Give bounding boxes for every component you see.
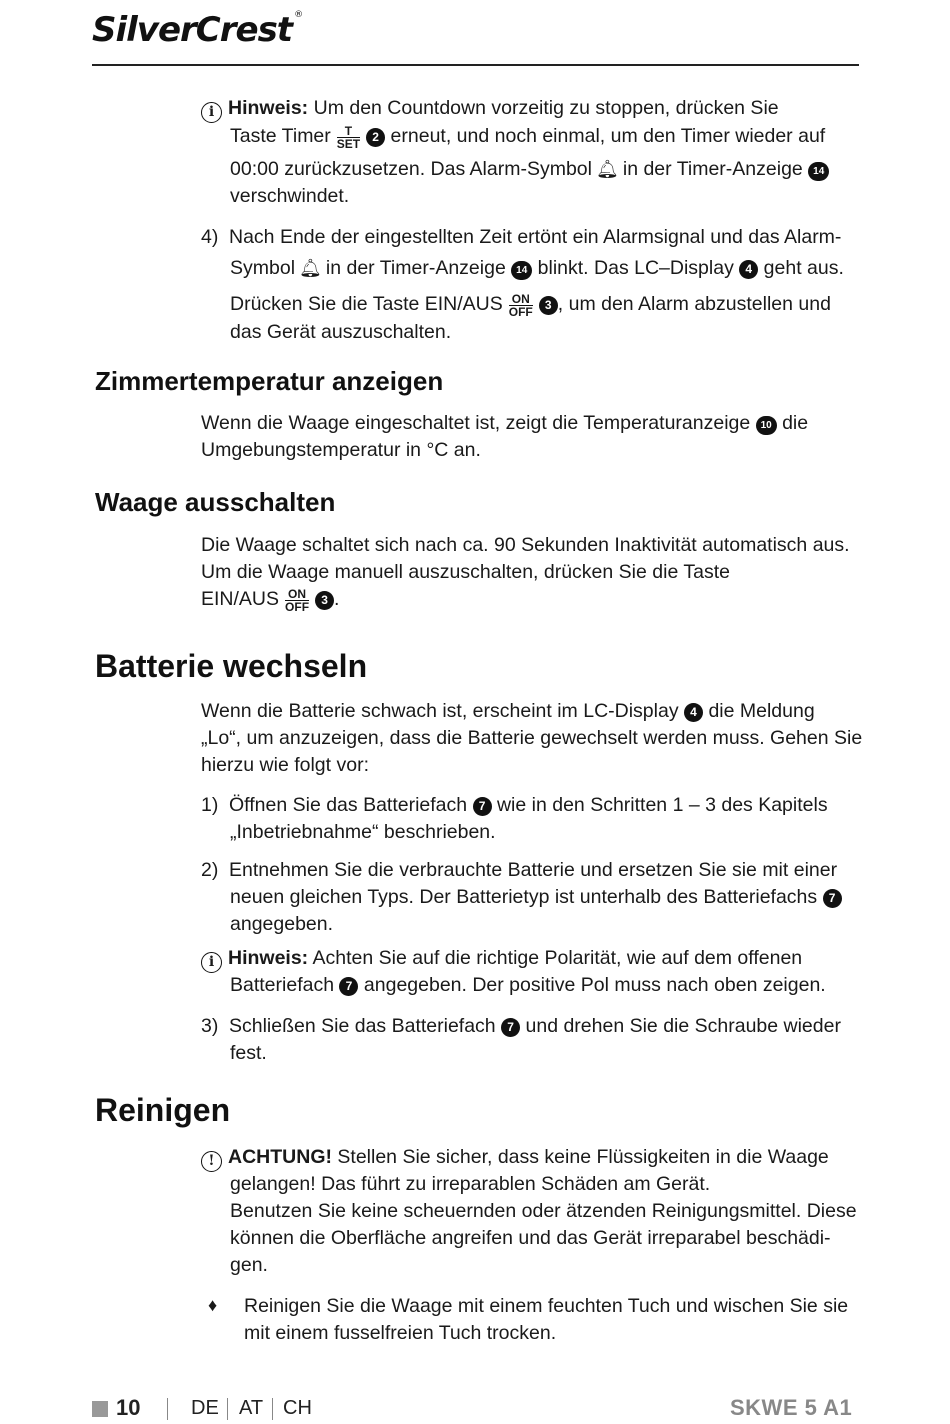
- step-line: Symbol 🔔︎ in der Timer-Anzeige 14 blinkt. Das LC–Display 4 geht aus.: [230, 255, 844, 282]
- warning-achtung: ! ACHTUNG! Stellen Sie sicher, dass keine Flüssigkeiten in die Waage: [201, 1144, 829, 1172]
- step-line: neuen gleichen Typs. Der Batterietyp ist unterhalb des Batteriefachs 7: [230, 884, 842, 911]
- paragraph: Wenn die Waage eingeschaltet ist, zeigt die Temperaturanzeige 10 die: [201, 412, 809, 434]
- ref-marker: 3: [539, 296, 558, 315]
- paragraph: hierzu wie folgt vor:: [201, 754, 369, 776]
- warning-line: gen.: [230, 1254, 268, 1276]
- step-line: Drücken Sie die Taste EIN/AUS ON OFF 3 , um den Alarm abzustellen und: [230, 292, 831, 319]
- alarm-bell-icon: 🔔︎: [596, 159, 619, 179]
- footer-lang-at: AT: [239, 1397, 264, 1419]
- ref-marker: 14: [808, 162, 829, 181]
- heading-cleaning: Reinigen: [95, 1092, 231, 1128]
- note-hinweis-timer: i Hinweis: Um den Countdown vorzeitig zu stoppen, drücken Sie: [201, 95, 779, 123]
- note-line: 00:00 zurückzusetzen. Das Alarm-Symbol 🔔︎ in der Timer-Anzeige 14: [230, 156, 829, 183]
- heading-switch-off: Waage ausschalten: [95, 487, 336, 517]
- note-hinweis-polarity: i Hinweis: Achten Sie auf die richtige Polarität, wie auf dem offenen: [201, 945, 802, 973]
- warning-line: gelangen! Das führt zu irreparablen Schäden am Gerät.: [230, 1173, 711, 1195]
- paragraph: Wenn die Batterie schwach ist, erscheint im LC-Display 4 die Meldung: [201, 700, 815, 722]
- step-1: 1) Öffnen Sie das Batteriefach 7 wie in den Schritten 1 – 3 des Kapitels: [201, 794, 828, 816]
- footer-lang-ch: CH: [283, 1397, 312, 1419]
- step-3: 3) Schließen Sie das Batteriefach 7 und drehen Sie die Schraube wieder: [201, 1015, 841, 1037]
- bullet-line: mit einem fusselfreien Tuch trocken.: [244, 1322, 557, 1344]
- step-line: „Inbetriebnahme“ beschrieben.: [230, 821, 496, 843]
- footer-divider: [167, 1398, 168, 1420]
- bullet-diamond-icon: ♦: [208, 1295, 218, 1315]
- on-off-key-icon: ON OFF: [285, 587, 310, 614]
- step-4: 4) Nach Ende der eingestellten Zeit ertönt ein Alarmsignal und das Alarm-: [201, 226, 842, 248]
- on-off-key-icon: ON OFF: [508, 292, 533, 319]
- header-rule: [92, 64, 859, 66]
- note-line: Batteriefach 7 angegeben. Der positive Pol muss nach oben zeigen.: [230, 974, 826, 996]
- page-number: 10: [116, 1395, 141, 1420]
- heading-battery: Batterie wechseln: [95, 648, 368, 684]
- ref-marker: 4: [739, 260, 758, 279]
- step-line: angegeben.: [230, 913, 334, 935]
- warning-line: können die Oberfläche angreifen und das Gerät irreparabel beschädi-: [230, 1227, 831, 1249]
- timer-set-key-icon: T SET: [336, 124, 361, 151]
- paragraph: EIN/AUS ON OFF 3 .: [201, 587, 340, 614]
- paragraph: „Lo“, um anzuzeigen, dass die Batterie gewechselt werden muss. Gehen Sie: [201, 727, 863, 749]
- paragraph: Um die Waage manuell auszuschalten, drücken Sie die Taste: [201, 561, 730, 583]
- ref-marker: 3: [315, 591, 334, 610]
- ref-marker: 14: [511, 261, 532, 280]
- ref-marker: 10: [756, 416, 777, 435]
- bullet-line: Reinigen Sie die Waage mit einem feuchten Tuch und wischen Sie sie: [244, 1295, 849, 1317]
- footer-square-icon: [92, 1401, 108, 1417]
- alarm-bell-icon: 🔔︎: [299, 258, 322, 278]
- paragraph: Die Waage schaltet sich nach ca. 90 Sekunden Inaktivität automatisch aus.: [201, 534, 850, 556]
- footer-lang-de: DE: [191, 1397, 219, 1419]
- warning-line: Benutzen Sie keine scheuernden oder ätzenden Reinigungsmittel. Diese: [230, 1200, 857, 1222]
- footer-divider: [272, 1398, 273, 1420]
- heading-room-temp: Zimmertemperatur anzeigen: [95, 366, 444, 396]
- ref-marker: 7: [473, 797, 492, 816]
- ref-marker: 7: [501, 1018, 520, 1037]
- warning-icon: !: [201, 1151, 222, 1172]
- step-line: fest.: [230, 1042, 267, 1064]
- ref-marker: 7: [823, 889, 842, 908]
- paragraph: Umgebungstemperatur in °C an.: [201, 439, 481, 461]
- footer-divider: [227, 1398, 228, 1420]
- step-line: das Gerät auszuschalten.: [230, 321, 452, 343]
- note-line: verschwindet.: [230, 185, 350, 207]
- brand-logo: SilverCrest ®: [92, 10, 303, 50]
- ref-marker: 2: [366, 128, 385, 147]
- info-icon: i: [201, 952, 222, 973]
- ref-marker: 4: [684, 703, 703, 722]
- ref-marker: 7: [339, 977, 358, 996]
- note-line: Taste Timer T SET 2 erneut, und noch einmal, um den Timer wieder auf: [230, 124, 826, 151]
- info-icon: i: [201, 102, 222, 123]
- model-number: SKWE 5 A1: [730, 1395, 853, 1420]
- step-2: 2) Entnehmen Sie die verbrauchte Batterie und ersetzen Sie sie mit einer: [201, 859, 838, 881]
